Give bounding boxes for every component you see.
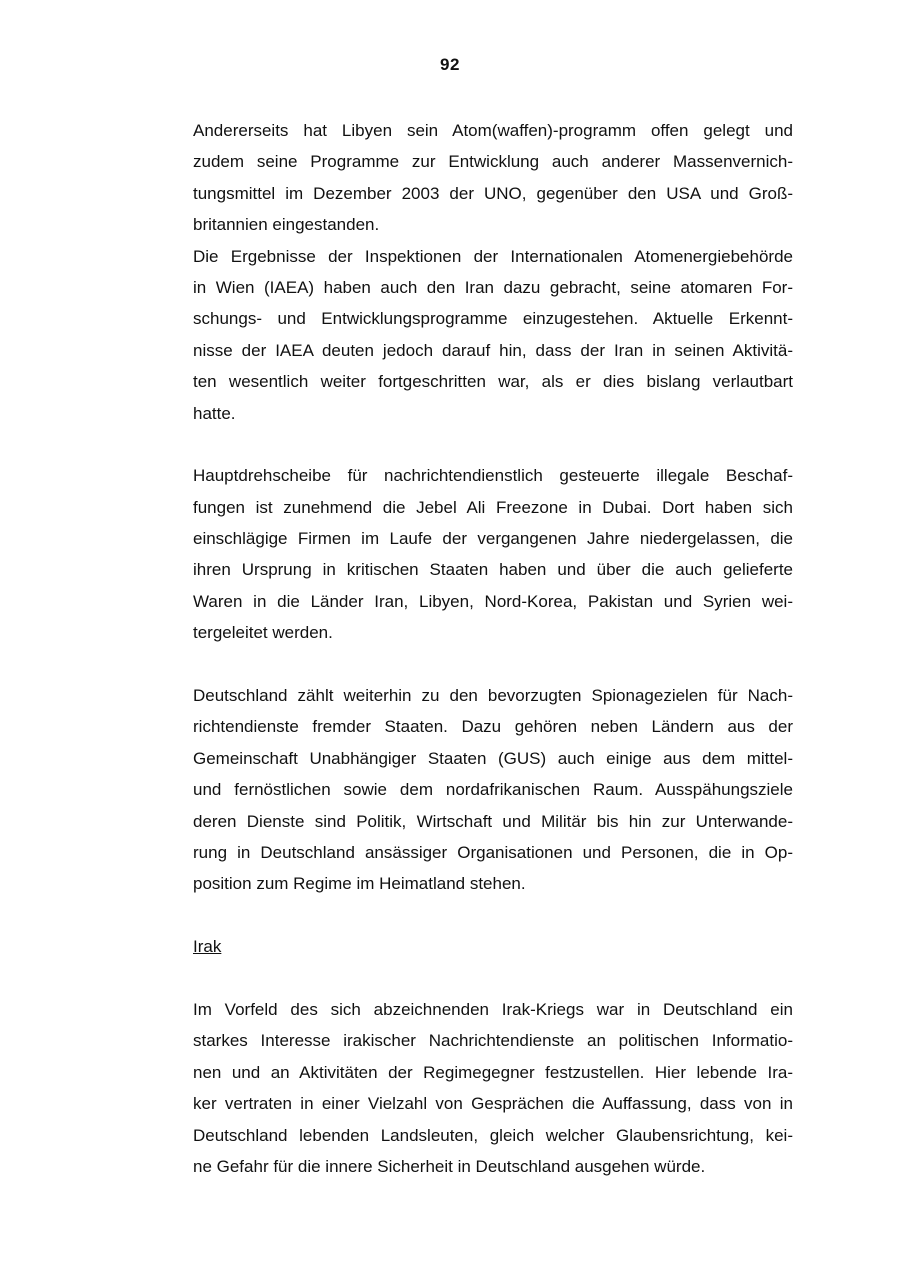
text-line: Deutschland lebenden Landsleuten, gleich welcher Glaubensrichtung, kei- [193, 1125, 793, 1145]
text-line: ne Gefahr für die innere Sicherheit in Deutschland ausgehen würde. [193, 1156, 706, 1176]
text-line: deren Dienste sind Politik, Wirtschaft und Militär bis hin zur Unterwande- [193, 811, 793, 831]
text-line: Waren in die Länder Iran, Libyen, Nord-Korea, Pakistan und Syrien wei- [193, 591, 793, 611]
text-line: nisse der IAEA deuten jedoch darauf hin, dass der Iran in seinen Aktivitä- [193, 340, 793, 360]
text-line: rung in Deutschland ansässiger Organisationen und Personen, die in Op- [193, 842, 793, 862]
paragraph-iran [193, 241, 793, 429]
text-line: richtendienste fremder Staaten. Dazu gehören neben Ländern aus der [193, 717, 793, 737]
text-line: in Wien (IAEA) haben auch den Iran dazu gebracht, seine atomaren For- [193, 277, 793, 297]
text-line: ihren Ursprung in kritischen Staaten haben und über die auch gelieferte [193, 560, 793, 580]
text-line: Gemeinschaft Unabhängiger Staaten (GUS) auch einige aus dem mittel- [193, 748, 793, 768]
text-line: Im Vorfeld des sich abzeichnenden Irak-Kriegs war in Deutschland ein [193, 999, 793, 1019]
text-line: zudem seine Programme zur Entwicklung auch anderer Massenvernich- [193, 152, 793, 172]
text-line: Hauptdrehscheibe für nachrichtendienstlich gesteuerte illegale Beschaf- [193, 466, 793, 486]
text-line: position zum Regime im Heimatland stehen. [193, 874, 526, 894]
paragraph-irak [193, 994, 793, 1182]
text-line: tungsmittel im Dezember 2003 der UNO, gegenüber den USA und Groß- [193, 183, 793, 203]
text-line: Deutschland zählt weiterhin zu den bevorzugten Spionagezielen für Nach- [193, 686, 793, 706]
paragraph-spacer [193, 963, 793, 994]
text-line: hatte. [193, 403, 236, 423]
text-line: einschlägige Firmen im Laufe der vergangenen Jahre niedergelassen, die [193, 529, 793, 549]
text-line: britannien eingestanden. [193, 215, 380, 235]
text-line: nen und an Aktivitäten der Regimegegner festzustellen. Hier lebende Ira- [193, 1062, 793, 1082]
text-line: fungen ist zunehmend die Jebel Ali Freezone in Dubai. Dort haben sich [193, 497, 793, 517]
page-number: 92 [440, 55, 460, 74]
section-heading-irak: Irak [193, 937, 222, 957]
paragraph-libyen [193, 115, 793, 241]
paragraph-spacer [193, 900, 793, 931]
text-line: und fernöstlichen sowie dem nordafrikanischen Raum. Ausspähungsziele [193, 780, 793, 800]
paragraph-dubai [193, 460, 793, 648]
text-line: tergeleitet werden. [193, 623, 333, 643]
text-line: Andererseits hat Libyen sein Atom(waffen)-programm offen gelegt und [193, 121, 793, 140]
document-body [193, 115, 793, 1182]
text-line: ker vertraten in einer Vielzahl von Gesprächen die Auffassung, dass von in [193, 1094, 793, 1114]
text-line: ten wesentlich weiter fortgeschritten war, als er dies bislang verlautbart [193, 372, 793, 392]
text-line: Die Ergebnisse der Inspektionen der Internationalen Atomenergiebehörde [193, 246, 793, 266]
paragraph-spacer [193, 429, 793, 460]
text-line: schungs- und Entwicklungsprogramme einzugestehen. Aktuelle Erkennt- [193, 309, 793, 329]
paragraph-spacer [193, 649, 793, 680]
text-line: starkes Interesse irakischer Nachrichtendienste an politischen Informatio- [193, 1031, 793, 1051]
paragraph-deutschland [193, 680, 793, 900]
